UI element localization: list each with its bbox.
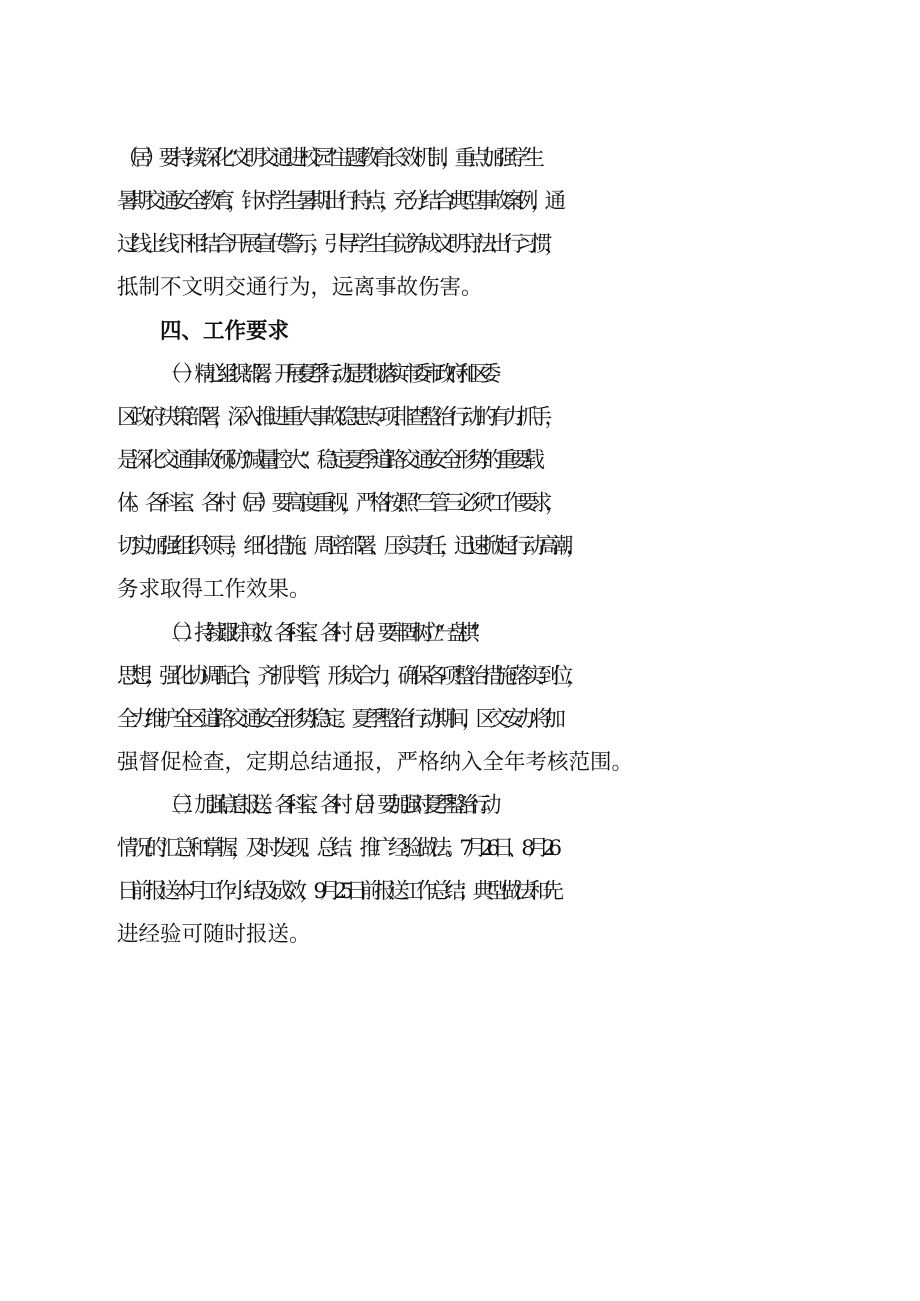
text-line: 务求取得工作效果。	[117, 577, 311, 602]
text-line: 抵制不文明交通行为，远离事故伤害。	[117, 275, 483, 300]
text-line: 全力维护全区道路交通安全形势稳定。夏季整治行动期间，区交安办将加	[117, 707, 559, 732]
section-heading: 四、工作要求	[160, 319, 290, 344]
text-line: （三）加强信息报送。各科室、各村（居）要加强对夏季整治行动	[160, 793, 492, 818]
text-line: （居）要持续深化“文明交通进校园”主题教育长效机制，重点加强学生	[117, 146, 538, 171]
text-line: 是深化交通事故预防“减量控大”、稳定夏季道路交通安全形势的重要载	[117, 448, 538, 473]
text-line: 强督促检查，定期总结通报，严格纳入全年考核范围。	[117, 750, 634, 775]
text-line: 思想，强化协调配合，齐抓共管，形成合力，确保各项整治措施落实到位，	[117, 664, 581, 689]
text-line: （一）精心组织部署。开展夏季行动是贯彻落实市委市政府和区委	[160, 362, 492, 387]
text-line: 进经验可随时报送。	[117, 922, 311, 947]
text-line: 体。各科室、各村（居）要高度重视，严格按照“三管三必须”工作要求，	[117, 491, 560, 516]
text-line: 暑期交通安全教育，针对学生暑期出行特点，充分结合典型事故案例，通	[117, 189, 559, 214]
text-line: 区政府决策部署，深入推进重大事故隐患专项排查整治行动的有力抓手，	[117, 405, 559, 430]
text-line: （二）持续跟踪问效。各科室、各村（居）要牢固树立“一盘棋”	[160, 621, 471, 646]
text-line: 情况的汇总和掌握，及时发现、总结、推广经验做法。7月26日、8月26	[117, 836, 555, 861]
text-line: 切实加强组织领导，细化措施、周密部署、压实责任，迅速掀起行动高潮，	[117, 534, 581, 559]
text-line: 日前报送本月工作小结及成效，9月25日前报送工作总结；典型做法和先	[117, 879, 557, 904]
text-line: 过线上线下相结合开展宣传警示，引导学生自觉养成文明守法出行习惯，	[117, 232, 559, 257]
